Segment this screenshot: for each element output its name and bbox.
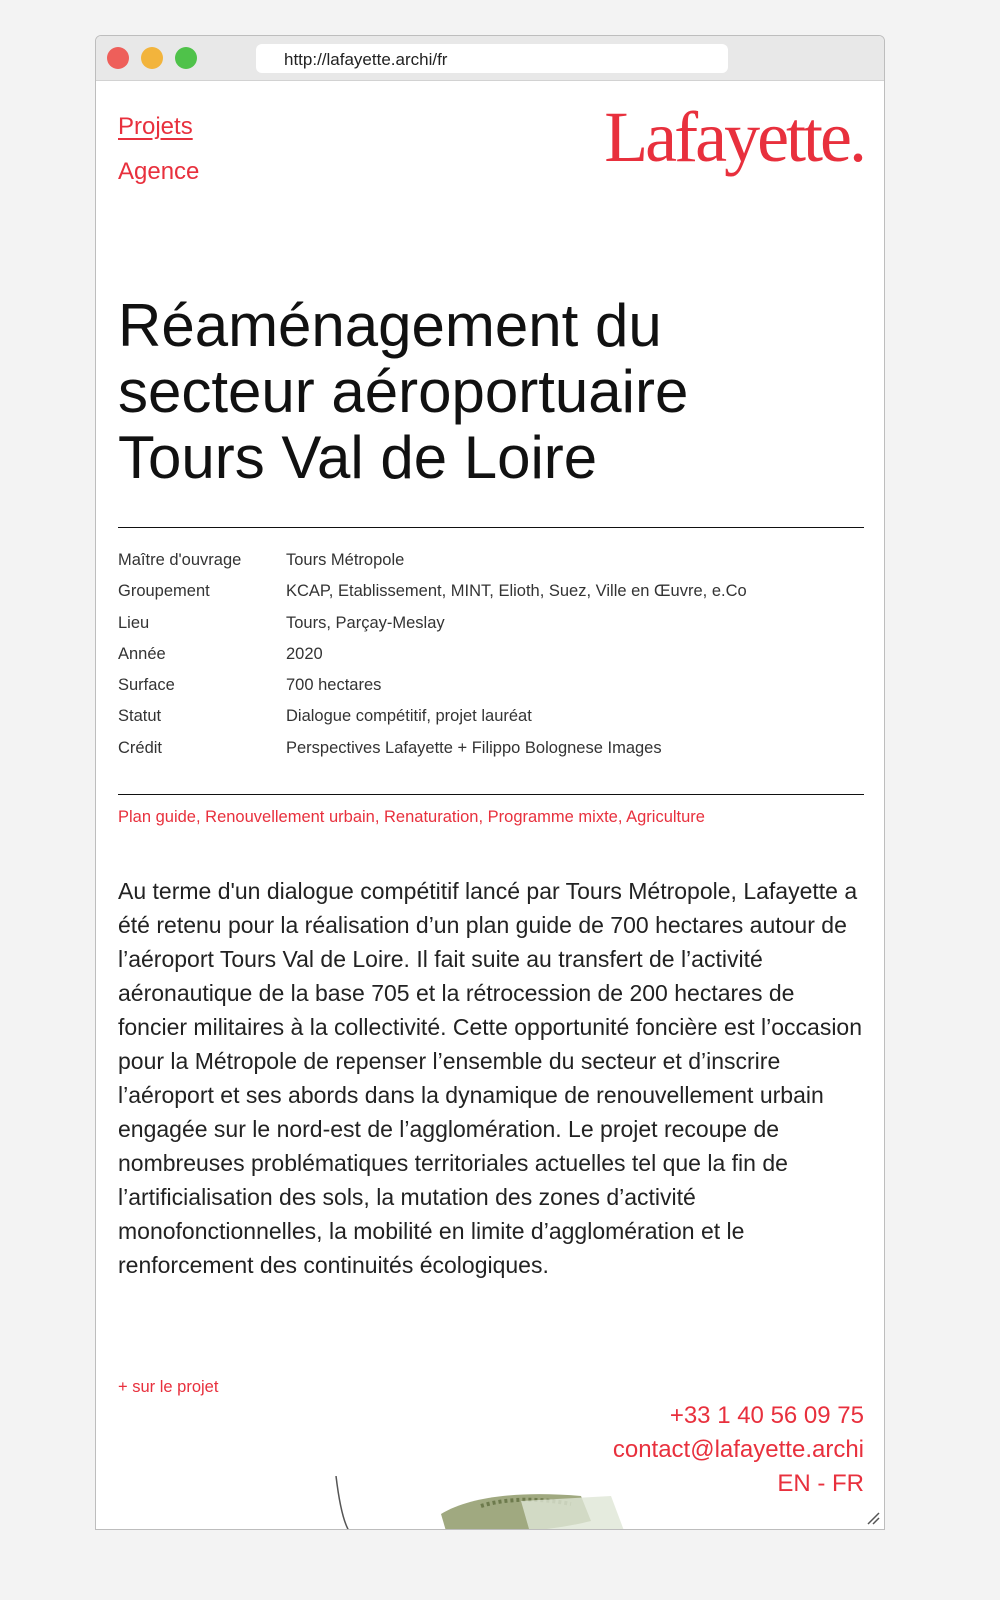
project-meta-table [118,551,868,770]
project-tags[interactable]: Plan guide, Renouvellement urbain, Renaturation, Programme mixte, Agriculture [118,808,705,826]
meta-value: 700 hectares [286,676,382,695]
browser-titlebar [96,36,884,81]
close-window-button[interactable] [107,47,129,69]
meta-value: 2020 [286,644,323,663]
meta-value: KCAP, Etablissement, MINT, Elioth, Suez, Ville en Œuvre, e.Co [286,582,747,601]
address-bar-url: http://lafayette.archi/fr [284,50,448,69]
meta-row [118,614,868,645]
meta-row [118,707,868,738]
site-logo[interactable]: Lafayette. [604,97,864,177]
minimize-window-button[interactable] [141,47,163,69]
phone-link[interactable]: +33 1 40 56 09 75 [669,1402,864,1429]
page-content [96,81,884,1529]
resize-handle-icon[interactable] [866,1511,880,1525]
meta-row [118,676,868,707]
meta-key: Année [118,644,166,663]
meta-value: Tours Métropole [286,551,405,569]
meta-value: Tours, Parçay-Meslay [286,613,445,632]
language-switcher[interactable]: EN - FR [777,1470,864,1497]
nav-link-projets[interactable]: Projets [118,113,193,140]
email-link[interactable]: contact@lafayette.archi [612,1436,864,1463]
browser-window [95,35,885,1530]
project-image-preview [331,1476,631,1530]
address-bar[interactable] [256,44,728,73]
meta-key: Surface [118,676,175,695]
page-title: Réaménagement du secteur aéroportuaire Tours Val de Loire [118,292,689,491]
divider [118,794,864,795]
meta-row [118,551,868,582]
meta-value: Dialogue compétitif, projet lauréat [286,707,532,726]
more-about-project-link[interactable]: + sur le projet [118,1378,219,1396]
meta-row [118,582,868,613]
meta-row [118,645,868,676]
meta-key: Maître d'ouvrage [118,551,242,569]
maximize-window-button[interactable] [175,47,197,69]
meta-value: Perspectives Lafayette + Filippo Bolognese Images [286,738,662,757]
meta-key: Statut [118,707,162,726]
meta-key: Groupement [118,582,210,601]
divider [118,527,864,528]
meta-key: Lieu [118,613,150,632]
contact-block [613,1399,864,1501]
meta-row [118,739,868,770]
meta-key: Crédit [118,738,163,757]
project-description: Au terme d'un dialogue compétitif lancé par Tours Métropole, Lafayette a été retenu pour la réalisation d’un plan guide de 700 hectares autour de l’aéroport Tours Val de Loire. Il fait suite au transfert de l’activité aéronautique de la base 705 et la rétrocession de 200 hectares de foncier militaires à la collectivité. Cette opportunité foncière est l’occasion pour la Métropole de repenser l’ensemble du secteur et d’inscrire l’aéroport et ses abords dans la dynamique de renouvellement urbain engagée sur le nord-est de l’agglomération. Le projet recoupe de nombreuses problématiques territoriales actuelles tel que la fin de l’artificialisation des sols, la mutation des zones d’activité monofonctionnelles, la mobilité en limite d’agglomération et le renforcement des continuités écologiques. [118,878,863,1278]
nav-link-agence[interactable]: Agence [118,158,200,185]
